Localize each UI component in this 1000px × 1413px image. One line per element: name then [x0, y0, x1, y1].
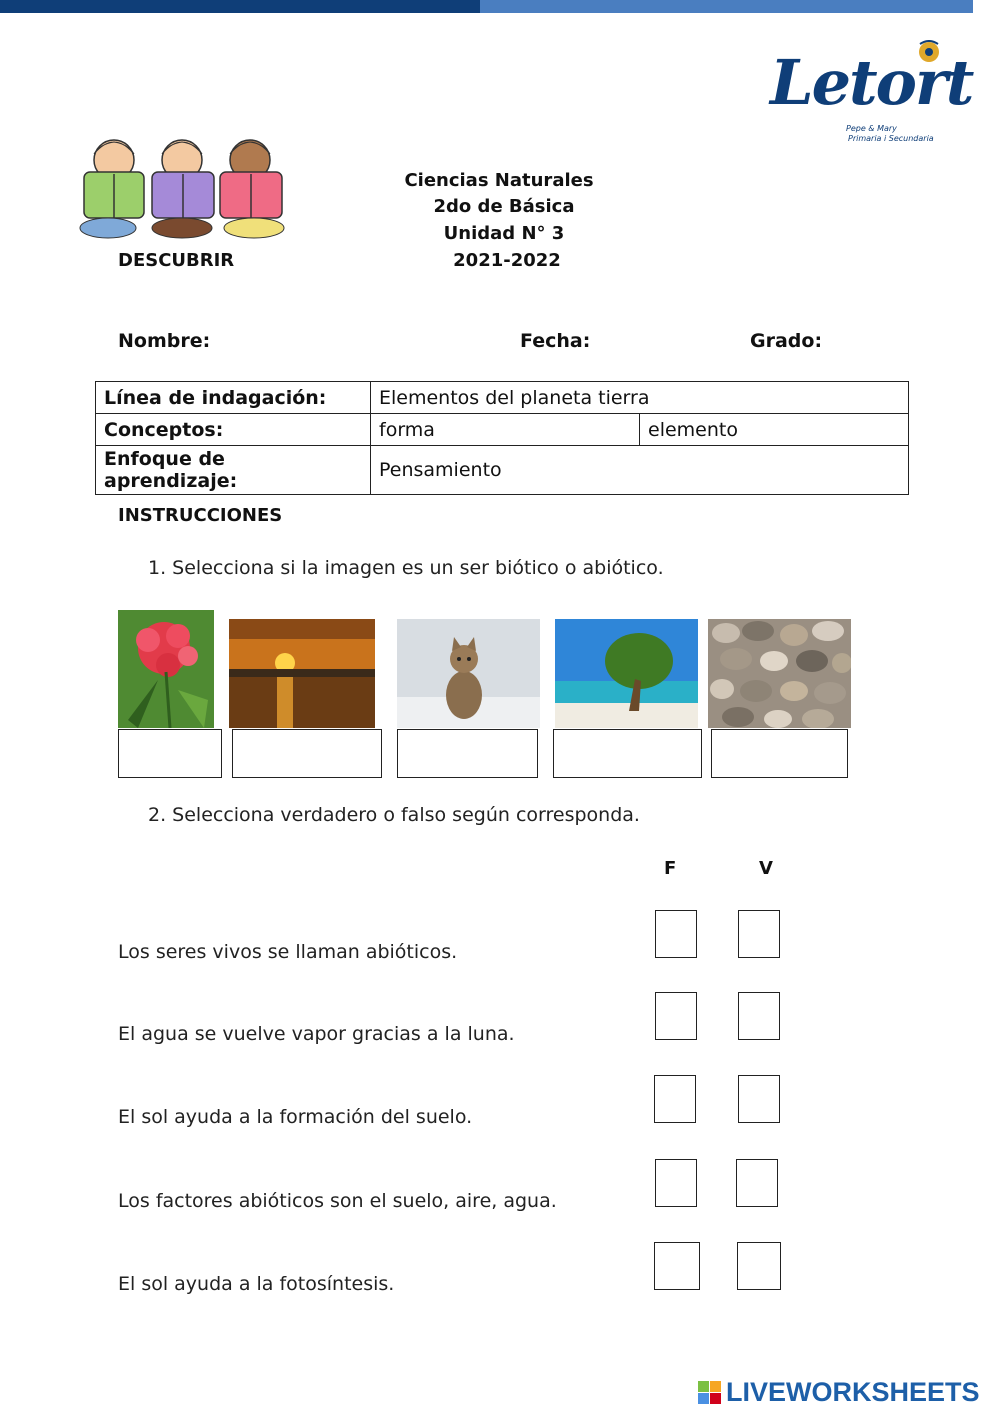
inquiry-line-value: Elementos del planeta tierra [371, 382, 909, 414]
statement-1-true-box[interactable] [738, 910, 780, 958]
logo-wordmark: Letort [770, 46, 973, 119]
statement-4: Los factores abióticos son el suelo, aire, agua. [118, 1190, 557, 1212]
table-row [96, 446, 909, 495]
logo-subtitle-2: Primaria i Secundaria [848, 134, 934, 143]
concept-value-a: forma [371, 414, 640, 446]
false-column-header: F [664, 858, 677, 879]
approach-label: Enfoque de aprendizaje: [96, 446, 371, 495]
statement-4-true-box[interactable] [736, 1159, 778, 1207]
sunset-image [229, 619, 375, 728]
school-logo [768, 40, 973, 150]
name-label: Nombre: [118, 330, 211, 352]
section-label: DESCUBRIR [118, 250, 235, 271]
concepts-label: Conceptos: [96, 414, 371, 446]
table-row [96, 414, 909, 446]
approach-value: Pensamiento [371, 446, 909, 495]
statement-2-false-box[interactable] [655, 992, 697, 1040]
statement-5-true-box[interactable] [737, 1242, 781, 1290]
flower-image [118, 610, 214, 728]
statement-4-false-box[interactable] [655, 1159, 697, 1207]
grade-label: Grado: [750, 330, 823, 352]
kids-reading-illustration [78, 132, 290, 240]
liveworksheets-wordmark: LIVEWORKSHEETS [726, 1377, 980, 1407]
question-2: 2. Selecciona verdadero o falso según corresponda. [148, 804, 640, 826]
true-column-header: V [759, 858, 773, 879]
answer-box-tree[interactable] [553, 729, 702, 778]
subject-title: Ciencias Naturales [404, 170, 594, 191]
grade-title: 2do de Básica [433, 196, 575, 217]
statement-3-false-box[interactable] [654, 1075, 696, 1123]
statement-1-false-box[interactable] [655, 910, 697, 958]
table-row [96, 382, 909, 414]
answer-box-stones[interactable] [711, 729, 848, 778]
liveworksheets-badge [698, 1381, 722, 1405]
answer-box-sunset[interactable] [232, 729, 382, 778]
concept-value-b: elemento [640, 414, 909, 446]
statement-2-true-box[interactable] [738, 992, 780, 1040]
stones-image [708, 619, 851, 728]
year-title: 2021-2022 [453, 250, 561, 271]
answer-box-cat[interactable] [397, 729, 538, 778]
statement-3-true-box[interactable] [738, 1075, 780, 1123]
inquiry-line-label: Línea de indagación: [96, 382, 371, 414]
statement-5: El sol ayuda a la fotosíntesis. [118, 1273, 395, 1295]
inquiry-table [95, 381, 909, 495]
logo-subtitle-1: Pepe & Mary [846, 124, 897, 133]
answer-box-flower[interactable] [118, 729, 222, 778]
statement-5-false-box[interactable] [654, 1242, 700, 1290]
top-bar-light [480, 0, 973, 13]
instructions-title: INSTRUCCIONES [118, 505, 283, 526]
statement-1: Los seres vivos se llaman abióticos. [118, 941, 458, 963]
unit-title: Unidad N° 3 [443, 223, 565, 244]
question-1: 1. Selecciona si la imagen es un ser biótico o abiótico. [148, 557, 664, 579]
tree-beach-image [555, 619, 698, 728]
statement-3: El sol ayuda a la formación del suelo. [118, 1106, 473, 1128]
cat-image [397, 619, 540, 728]
top-bar-dark [0, 0, 480, 13]
date-label: Fecha: [520, 330, 591, 352]
statement-2: El agua se vuelve vapor gracias a la luna. [118, 1023, 515, 1045]
